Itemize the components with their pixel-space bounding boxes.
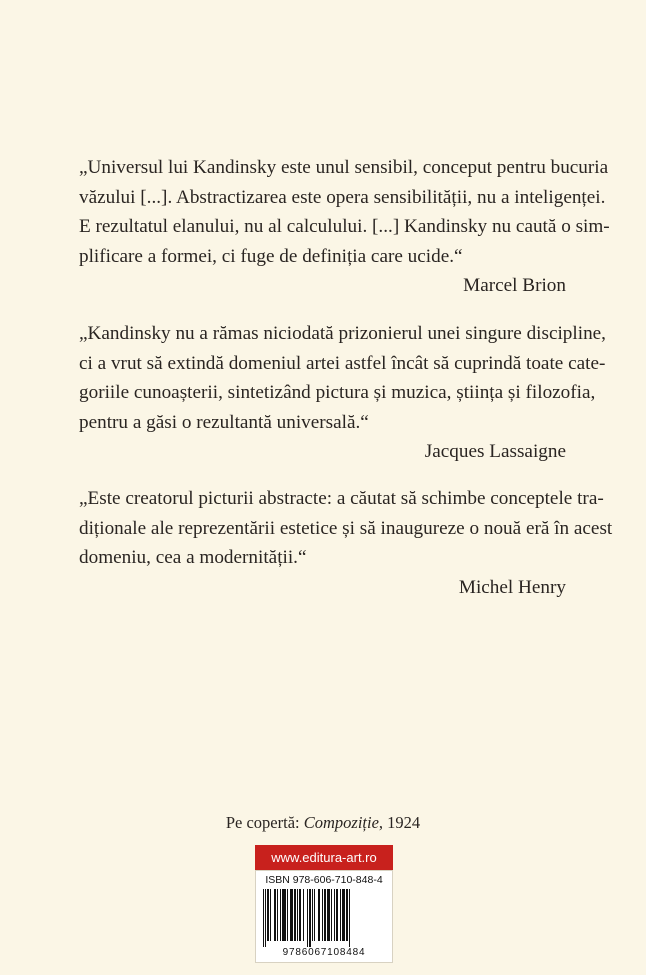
barcode-icon <box>261 889 387 947</box>
barcode-bar <box>318 889 320 941</box>
barcode-bar <box>277 889 278 941</box>
quote-author: Jacques Lassaigne <box>424 441 566 463</box>
quote-line: diționale ale reprezentării estetice și să inaugureze o nouă eră în acest <box>79 517 613 539</box>
quote-line: pentru a găsi o rezultantă universală.“ <box>79 411 369 433</box>
publisher-website: www.editura-art.ro <box>255 845 393 870</box>
quote-line: goriile cunoașterii, sintetizând pictura și muzica, știința și filozofia, <box>79 382 596 404</box>
barcode-bar <box>322 889 323 941</box>
cover-credit-suffix: , 1924 <box>378 813 421 832</box>
barcode-bar <box>324 889 326 941</box>
quote-author: Michel Henry <box>458 576 566 598</box>
barcode-bar <box>270 889 271 941</box>
barcode-bar <box>336 889 338 941</box>
barcode-bar <box>349 889 350 947</box>
barcode-bar <box>297 889 298 941</box>
quote-line: „Kandinsky nu a rămas niciodată prizonierul unei singure discipline, <box>79 323 606 344</box>
barcode-bar <box>314 889 315 941</box>
barcode-bar <box>294 889 296 941</box>
barcode-bar <box>265 889 266 947</box>
barcode-bar <box>342 889 345 941</box>
quote-line: ci a vrut să extindă domeniul artei astfel încât să cuprindă toate cate- <box>79 352 606 374</box>
quote-line: domeniu, cea a modernității.“ <box>79 547 307 569</box>
barcode-bar <box>340 889 341 941</box>
barcode-bar <box>309 889 311 947</box>
barcode-bar <box>280 889 281 941</box>
barcode-bar <box>346 889 348 941</box>
barcode-bar <box>290 889 293 941</box>
barcode-bar <box>263 889 264 947</box>
barcode-bar <box>327 889 330 941</box>
quote-line: E rezultatul elanului, nu al calculului. [...] Kandinsky nu caută o sim- <box>79 216 610 238</box>
quote-1 <box>79 153 610 301</box>
quote-line: plificare a formei, ci fuge de definiția care ucide.“ <box>79 245 463 267</box>
cover-credit <box>0 813 646 833</box>
barcode-bar <box>307 889 308 947</box>
cover-credit-title: Compoziție <box>303 813 379 832</box>
barcode-bar <box>299 889 301 941</box>
quote-line: „Universul lui Kandinsky este unul sensibil, conceput pentru bucuria <box>79 157 609 178</box>
quote-3 <box>79 484 613 602</box>
cover-credit-prefix: Pe copertă: <box>225 813 304 832</box>
barcode-bar <box>334 889 335 941</box>
barcode-bar <box>282 889 286 941</box>
barcode-bar <box>331 889 332 941</box>
barcode-bar <box>312 889 313 941</box>
barcode-bar <box>287 889 288 941</box>
quote-2 <box>79 319 606 467</box>
quote-line: „Este creatorul picturii abstracte: a căutat să schimbe conceptele tra- <box>79 488 604 509</box>
barcode-panel <box>255 870 393 963</box>
quote-author: Marcel Brion <box>463 275 566 297</box>
isbn-number: ISBN 978-606-710-848-4 <box>265 874 383 886</box>
barcode-bar <box>267 889 269 941</box>
barcode-bar <box>303 889 304 941</box>
barcode-bar <box>274 889 276 941</box>
quote-line: văzului [...]. Abstractizarea este opera sensibilității, nu a inteligenței. <box>79 186 606 208</box>
ean-digits: 9786067108484 <box>282 947 366 958</box>
